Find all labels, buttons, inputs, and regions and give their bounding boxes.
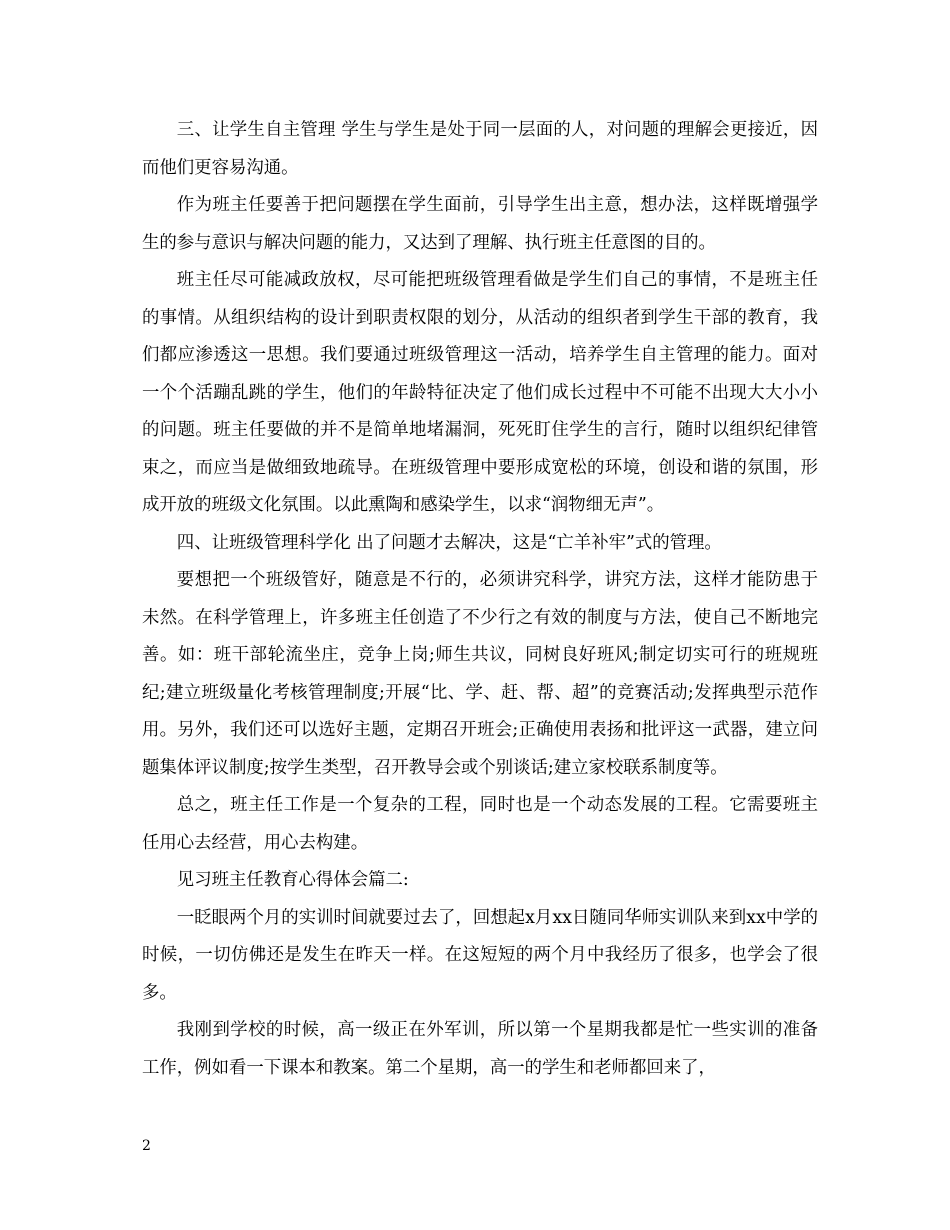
paragraph-8: 一眨眼两个月的实训时间就要过去了，回想起x月xx日随同华师实训队来到xx中学的时候，一切仿佛还是发生在昨天一样。在这短短的两个月中我经历了很多，也学会了很多。 <box>142 907 818 1003</box>
paragraph-9: 我刚到学校的时候，高一级正在外军训，所以第一个星期我都是忙一些实训的准备工作，例如看一下课本和教案。第二个星期，高一的学生和老师都回来了， <box>142 1020 818 1078</box>
document-body <box>142 112 818 1087</box>
paragraph-5: 要想把一个班级管好，随意是不行的，必须讲究科学，讲究方法，这样才能防患于未然。在科学管理上，许多班主任创造了不少行之有效的制度与方法，使自己不断地完善。如：班干部轮流坐庄，竞争上岗;师生共议，同树良好班风;制定切实可行的班规班纪;建立班级量化考核管理制度;开展“比、学、赶、帮、超”的竞赛活动;发挥典型示范作用。另外，我们还可以选好主题，定期召开班会;正确使用表扬和批评这一武器，建立问题集体评议制度;按学生类型，召开教导会或个别谈话;建立家校联系制度等。 <box>142 570 818 778</box>
page-number: 2 <box>142 1138 151 1154</box>
paragraph-2: 作为班主任要善于把问题摆在学生面前，引导学生出主意，想办法，这样既增强学生的参与意识与解决问题的能力，又达到了理解、执行班主任意图的目的。 <box>142 195 818 253</box>
paragraph-6: 总之，班主任工作是一个复杂的工程，同时也是一个动态发展的工程。它需要班主任用心去经营，用心去构建。 <box>142 795 818 853</box>
section-heading: 见习班主任教育心得体会篇二: <box>176 870 409 890</box>
paragraph-1: 三、让学生自主管理 学生与学生是处于同一层面的人，对问题的理解会更接近，因而他们更容易沟通。 <box>142 120 818 178</box>
paragraph-4: 四、让班级管理科学化 出了问题才去解决，这是“亡羊补牢”式的管理。 <box>176 532 722 553</box>
paragraph-3: 班主任尽可能减政放权，尽可能把班级管理看做是学生们自己的事情，不是班主任的事情。从组织结构的设计到职责权限的划分，从活动的组织者到学生干部的教育，我们都应渗透这一思想。我们要通过班级管理这一活动，培养学生自主管理的能力。面对一个个活蹦乱跳的学生，他们的年龄特征决定了他们成长过程中不可能不出现大大小小的问题。班主任要做的并不是简单地堵漏洞，死死盯住学生的言行，随时以组织纪律管束之，而应当是做细致地疏导。在班级管理中要形成宽松的环境，创设和谐的氛围，形成开放的班级文化氛围。以此熏陶和感染学生，以求“润物细无声”。 <box>142 270 818 515</box>
